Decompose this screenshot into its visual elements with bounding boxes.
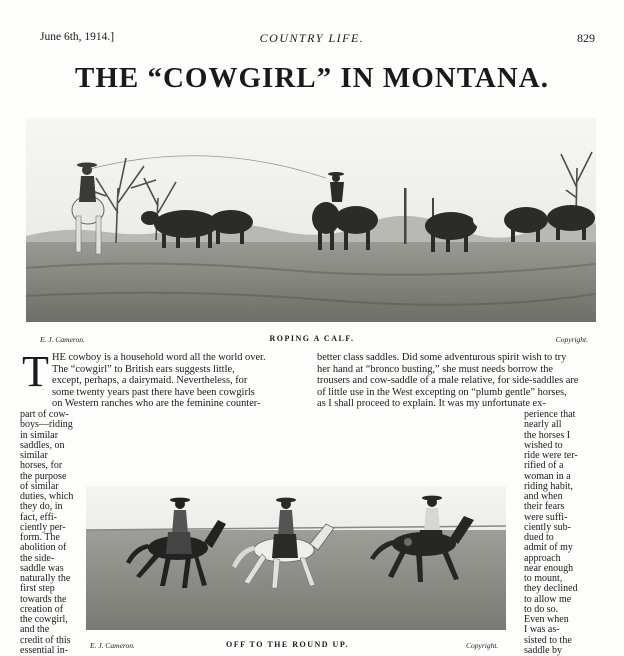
text-line: as I shall proceed to explain. It was my unfortunate ex-	[317, 398, 546, 410]
text-line: towards the	[20, 593, 67, 605]
text-line: woman in a	[524, 470, 571, 482]
text-line: they declined	[524, 583, 578, 595]
text-line: to do so.	[524, 603, 559, 615]
photo-off-to-the-round-up	[86, 486, 506, 630]
photo2-credit: E. J. Cameron.	[90, 641, 135, 650]
text-line: the purpose	[20, 470, 67, 482]
text-line: approach	[524, 552, 561, 564]
text-line: boys—riding	[20, 419, 73, 431]
photo1-caption: ROPING A CALF.	[269, 334, 355, 343]
text-line: dued to	[524, 532, 554, 543]
photo-roping-a-calf	[26, 118, 596, 322]
text-line: ride were ter-	[524, 450, 578, 461]
text-line: duties, which	[20, 491, 74, 502]
text-line: perience that	[524, 409, 576, 420]
header-date: June 6th, 1914.]	[40, 31, 115, 43]
text-line: some twenty years past there have been cowgirls	[52, 386, 255, 398]
text-line: fact, effi-	[20, 511, 58, 523]
text-line: near enough	[524, 562, 574, 574]
text-line: the horses I	[524, 429, 571, 441]
drop-cap: T	[22, 347, 49, 396]
text-line: saddle by	[524, 644, 563, 656]
text-line: the cowgirl,	[20, 614, 68, 625]
text-line: part of cow-	[20, 409, 69, 420]
text-line: of little use in the West excepting on “plumb gentle” horses,	[317, 386, 567, 398]
photo1-credit: E. J. Cameron.	[40, 335, 85, 344]
text-line: abolition of	[20, 542, 67, 554]
page-number: 829	[577, 31, 595, 45]
text-line: to allow me	[524, 593, 572, 605]
article-title: THE “COWGIRL” IN MONTANA.	[75, 62, 549, 94]
text-line: her hand at “bronco busting,” she must needs borrow the	[317, 363, 554, 375]
text-line: creation of	[20, 603, 64, 615]
column2-intro	[317, 352, 607, 410]
photo2-caption: OFF TO THE ROUND UP.	[226, 640, 349, 649]
text-line: were suffi-	[524, 511, 568, 523]
text-line: nearly all	[524, 419, 562, 431]
text-line: in similar	[20, 429, 59, 441]
text-line: credit of this	[20, 634, 71, 646]
text-line: better class saddles. Did some adventurous spirit wish to try	[317, 352, 567, 363]
text-line: form. The	[20, 532, 60, 543]
text-line: ciently sub-	[524, 521, 571, 533]
text-line: HE cowboy is a household word all the world over.	[52, 352, 266, 363]
photo2-copyright: Copyright.	[466, 641, 499, 650]
text-line: first step	[20, 583, 55, 595]
right-narrow-column	[524, 410, 604, 656]
text-line: their fears	[524, 501, 565, 513]
text-line: they do, in	[20, 501, 63, 513]
left-narrow-column	[20, 410, 80, 656]
text-line: of similar	[20, 480, 59, 492]
text-line: and when	[524, 491, 563, 502]
photo1-copyright: Copyright.	[555, 335, 588, 344]
text-line: and the	[20, 624, 50, 636]
text-line: except, perhaps, a dairymaid. Nevertheless, for	[52, 375, 248, 387]
text-line: rified of a	[524, 460, 564, 472]
text-line: Even when	[524, 614, 569, 625]
text-line: I was as-	[524, 624, 560, 636]
text-line: essential in-	[20, 644, 69, 656]
column1-intro	[52, 352, 299, 410]
text-line: ciently per-	[20, 521, 66, 533]
text-line: sisted to the	[524, 634, 572, 646]
text-line: on Western ranches who are the feminine counter-	[52, 398, 261, 410]
text-line: to mount,	[524, 573, 563, 584]
text-line: saddles, on	[20, 439, 65, 451]
text-line: saddle was	[20, 562, 64, 574]
text-line: riding habit,	[524, 480, 573, 492]
text-line: wished to	[524, 439, 563, 451]
text-line: The “cowgirl” to British ears suggests little,	[52, 363, 235, 375]
text-line: trousers and cow-saddle of a male relative, for side-saddles are	[317, 375, 579, 387]
text-line: horses, for	[20, 460, 63, 472]
magazine-title: COUNTRY LIFE.	[259, 31, 365, 45]
text-line: similar	[20, 450, 48, 461]
text-line: naturally the	[20, 573, 71, 584]
text-line: admit of my	[524, 542, 573, 554]
text-line: the side-	[20, 552, 55, 564]
